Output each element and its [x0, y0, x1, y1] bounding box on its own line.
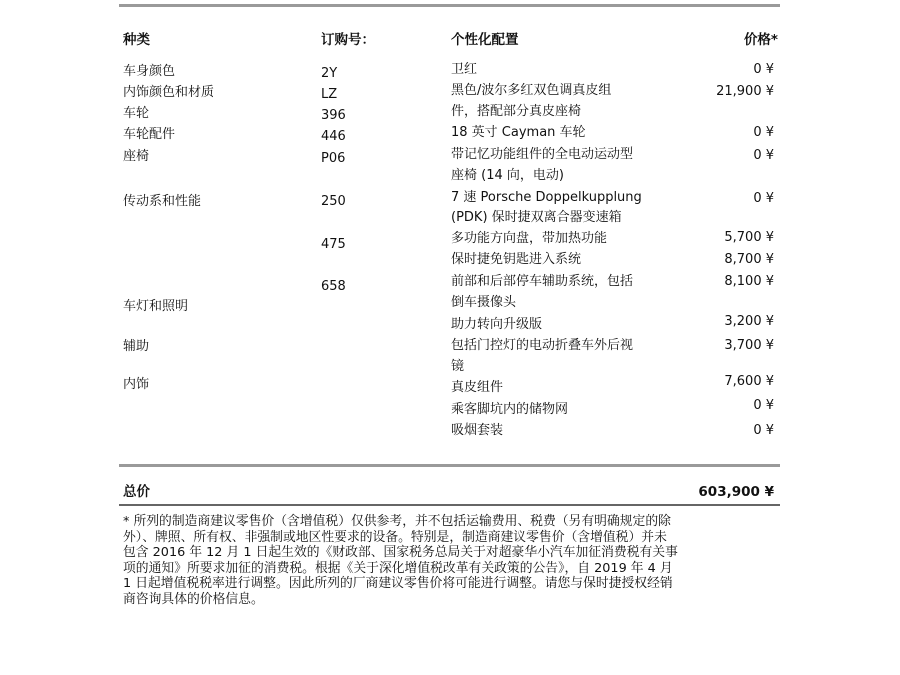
- total-value: 603,900 ¥: [698, 484, 774, 500]
- category-label: 车灯和照明: [123, 299, 189, 314]
- footnote-line: 1 日起增值税税率进行调整。因此所列的厂商建议零售价将可能进行调整。请您与保时捷授权经销: [123, 576, 673, 591]
- item-price: 8,700 ¥: [724, 252, 774, 267]
- item-price: 5,700 ¥: [724, 230, 774, 245]
- config-item: 助力转向升级版: [451, 317, 543, 332]
- item-price: 0 ¥: [753, 398, 774, 413]
- order-code: 658: [321, 279, 346, 294]
- config-item: 7 速 Porsche Doppelkupplung: [451, 190, 642, 205]
- config-item: 卫红: [451, 62, 478, 77]
- config-item: 带记忆功能组件的全电动运动型: [451, 147, 634, 162]
- footnote-line: 外）、牌照、所有权、非强制或地区性要求的设备。特别是，制造商建议零售价（含增值税）并未: [123, 529, 667, 545]
- item-price: 3,700 ¥: [724, 338, 774, 353]
- config-item: 真皮组件: [451, 380, 504, 395]
- item-price: 7,600 ¥: [724, 374, 774, 389]
- total-divider: [119, 464, 780, 467]
- item-price: 0 ¥: [753, 191, 774, 206]
- item-price: 0 ¥: [753, 148, 774, 163]
- footnote-line: 项的通知》所要求加征的消费税。根据《关于深化增值税改革有关政策的公告》，自 2019 年 4 月: [123, 560, 673, 576]
- config-item: 包括门控灯的电动折叠车外后视: [451, 338, 634, 353]
- item-price: 21,900 ¥: [716, 84, 774, 99]
- order-code: 446: [321, 129, 346, 144]
- header-price: 价格*: [743, 32, 778, 48]
- footnote: [123, 514, 778, 607]
- category-label: 座椅: [123, 149, 150, 164]
- item-price: 0 ¥: [753, 125, 774, 140]
- category-label: 车轮: [123, 106, 150, 121]
- footnote-divider: [119, 504, 780, 506]
- footnote-line: 商咨询具体的价格信息。: [123, 591, 264, 607]
- footnote-line: * 所列的制造商建议零售价（含增值税）仅供参考，并不包括运输费用、税费（另有明确规定的除: [123, 514, 671, 529]
- config-item-cont: (PDK) 保时捷双离合器变速箱: [451, 210, 622, 225]
- config-item: 黑色/波尔多红双色调真皮组: [451, 83, 612, 98]
- order-code: 475: [321, 237, 346, 252]
- total-label: 总价: [123, 484, 150, 500]
- category-label: 车身颜色: [123, 64, 176, 79]
- header-category: 种类: [123, 32, 150, 48]
- config-item: 保时捷免钥匙进入系统: [451, 252, 582, 267]
- config-item-cont: 倒车摄像头: [451, 295, 517, 310]
- config-item-cont: 座椅 (14 向，电动): [451, 168, 564, 183]
- category-label: 辅助: [123, 339, 150, 354]
- category-label: 传动系和性能: [123, 194, 202, 209]
- config-item: 多功能方向盘，带加热功能: [451, 231, 608, 246]
- item-price: 0 ¥: [753, 62, 774, 77]
- category-label: 车轮配件: [123, 127, 176, 142]
- config-item: 18 英寸 Cayman 车轮: [451, 125, 586, 140]
- config-item: 前部和后部停车辅助系统，包括: [451, 274, 634, 289]
- config-item-cont: 件，搭配部分真皮座椅: [451, 104, 582, 119]
- header-config: 个性化配置: [451, 32, 519, 48]
- top-divider: [119, 4, 780, 7]
- category-label: 内饰颜色和材质: [123, 85, 215, 100]
- header-order-no: 订购号：: [321, 32, 375, 48]
- item-price: 8,100 ¥: [724, 274, 774, 289]
- config-item-cont: 镜: [451, 359, 465, 374]
- config-item: 乘客脚坑内的储物网: [451, 402, 569, 417]
- config-item: 吸烟套装: [451, 423, 504, 438]
- order-code: 2Y: [321, 66, 338, 81]
- footnote-line: 包含 2016 年 12 月 1 日起生效的《财政部、国家税务总局关于对超豪华小汽车加征消费税有关事: [123, 545, 678, 560]
- item-price: 3,200 ¥: [724, 314, 774, 329]
- category-label: 内饰: [123, 377, 150, 392]
- order-code: LZ: [321, 87, 338, 102]
- item-price: 0 ¥: [753, 423, 774, 438]
- order-code: 250: [321, 194, 346, 209]
- order-code: P06: [321, 151, 346, 166]
- order-code: 396: [321, 108, 346, 123]
